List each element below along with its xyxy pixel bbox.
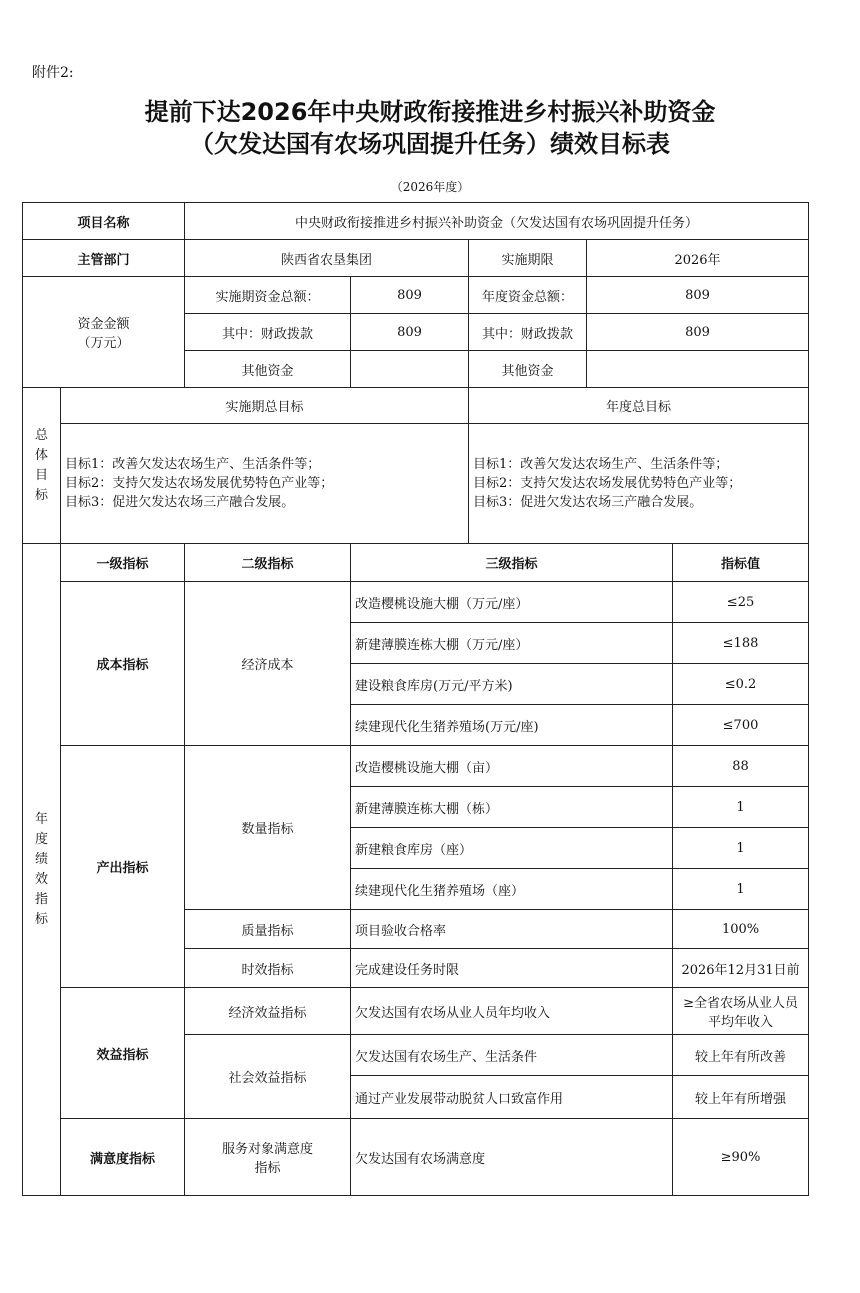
indicator-name: 通过产业发展带动脱贫人口致富作用: [351, 1076, 673, 1119]
cost-level1: 成本指标: [61, 582, 185, 746]
indicator-name: 项目验收合格率: [351, 910, 673, 949]
level3-header: 三级指标: [351, 544, 673, 582]
indicator-name: 改造樱桃设施大棚（亩）: [351, 746, 673, 787]
indicator-value: ≤25: [673, 582, 809, 623]
indicator-name: 新建薄膜连栋大棚（万元/座）: [351, 623, 673, 664]
year-label: （2026年度）: [390, 180, 470, 194]
indicators-side-label: 年 度 绩 效 指 标: [23, 544, 61, 1196]
page-title-line1: 提前下达2026年中央财政衔接推进乡村振兴补助资金: [144, 98, 716, 126]
dept-label: 主管部门: [23, 240, 185, 277]
annual-fiscal-value: 809: [587, 314, 809, 351]
funds-label-line2: （万元）: [77, 336, 130, 351]
indicator-name: 新建粮食库房（座）: [351, 828, 673, 869]
indicator-name: 完成建设任务时限: [351, 949, 673, 988]
project-name-label: 项目名称: [23, 203, 185, 240]
indicator-value: 1: [673, 869, 809, 910]
output-level1: 产出指标: [61, 746, 185, 988]
annual-fiscal-label: 其中：财政拨款: [469, 314, 587, 351]
dept-value: 陕西省农垦集团: [185, 240, 469, 277]
indicator-value: ≤188: [673, 623, 809, 664]
indicator-value: 较上年有所改善: [673, 1035, 809, 1076]
indicator-value: 较上年有所增强: [673, 1076, 809, 1119]
annual-total-label: 年度资金总额：: [469, 277, 587, 314]
annual-other-label: 其他资金: [469, 351, 587, 388]
indicator-name: 欠发达国有农场生产、生活条件: [351, 1035, 673, 1076]
fiscal-value: 809: [351, 314, 469, 351]
economic-value-line1: ≥全省农场从业人员: [683, 996, 798, 1011]
quantity-level2: 数量指标: [185, 746, 351, 910]
indicator-value: [673, 988, 809, 1035]
total-funds-value: 809: [351, 277, 469, 314]
performance-table: [22, 202, 809, 1196]
indicator-value: 2026年12月31日前: [673, 949, 809, 988]
total-funds-label: 实施期资金总额：: [185, 277, 351, 314]
other-funds-value: [351, 351, 469, 388]
level2-header: 二级指标: [185, 544, 351, 582]
satisfaction-level2: [185, 1119, 351, 1196]
indicator-value: ≤0.2: [673, 664, 809, 705]
indicator-value: 1: [673, 787, 809, 828]
funds-label-line1: 资金金额: [77, 317, 130, 332]
funds-label: [23, 277, 185, 388]
attachment-label: 附件2:: [32, 65, 74, 81]
quality-level2: 质量指标: [185, 910, 351, 949]
benefit-level1: 效益指标: [61, 988, 185, 1119]
period-value: 2026年: [587, 240, 809, 277]
page-title-line2: （欠发达国有农场巩固提升任务）绩效目标表: [190, 130, 670, 158]
indicator-name: 欠发达国有农场满意度: [351, 1119, 673, 1196]
annual-goals-header: 年度总目标: [469, 388, 809, 424]
period-goals-header: 实施期总目标: [61, 388, 469, 424]
fiscal-label: 其中：财政拨款: [185, 314, 351, 351]
social-level2: 社会效益指标: [185, 1035, 351, 1119]
annual-goals-text: 目标1：改善欠发达农场生产、生活条件等； 目标2：支持欠发达农场发展优势特色产业等； 目标3：促进欠发达农场三产融合发展。: [469, 424, 809, 544]
satisfaction-level2-line1: 服务对象满意度: [222, 1142, 314, 1157]
level1-header: 一级指标: [61, 544, 185, 582]
cost-level2: 经济成本: [185, 582, 351, 746]
time-level2: 时效指标: [185, 949, 351, 988]
indicator-value: ≤700: [673, 705, 809, 746]
annual-other-value: [587, 351, 809, 388]
indicator-value: 88: [673, 746, 809, 787]
indicator-name: 改造樱桃设施大棚（万元/座）: [351, 582, 673, 623]
overall-goals-side-label: 总 体 目 标: [23, 388, 61, 544]
indicator-value: 1: [673, 828, 809, 869]
annual-total-value: 809: [587, 277, 809, 314]
indicator-name: 新建薄膜连栋大棚（栋）: [351, 787, 673, 828]
period-goals-text: 目标1：改善欠发达农场生产、生活条件等； 目标2：支持欠发达农场发展优势特色产业等； 目标3：促进欠发达农场三产融合发展。: [61, 424, 469, 544]
period-label: 实施期限: [469, 240, 587, 277]
project-name-value: 中央财政衔接推进乡村振兴补助资金（欠发达国有农场巩固提升任务）: [185, 203, 809, 240]
indicator-name: 建设粮食库房(万元/平方米): [351, 664, 673, 705]
indicator-name: 欠发达国有农场从业人员年均收入: [351, 988, 673, 1035]
other-funds-label: 其他资金: [185, 351, 351, 388]
indicator-name: 续建现代化生猪养殖场（座）: [351, 869, 673, 910]
satisfaction-level1: 满意度指标: [61, 1119, 185, 1196]
indicator-value: 100%: [673, 910, 809, 949]
indicator-value: ≥90%: [673, 1119, 809, 1196]
indicator-name: 续建现代化生猪养殖场(万元/座): [351, 705, 673, 746]
economic-level2: 经济效益指标: [185, 988, 351, 1035]
value-header: 指标值: [673, 544, 809, 582]
satisfaction-level2-line2: 指标: [254, 1161, 281, 1176]
economic-value-line2: 平均年收入: [708, 1015, 774, 1030]
